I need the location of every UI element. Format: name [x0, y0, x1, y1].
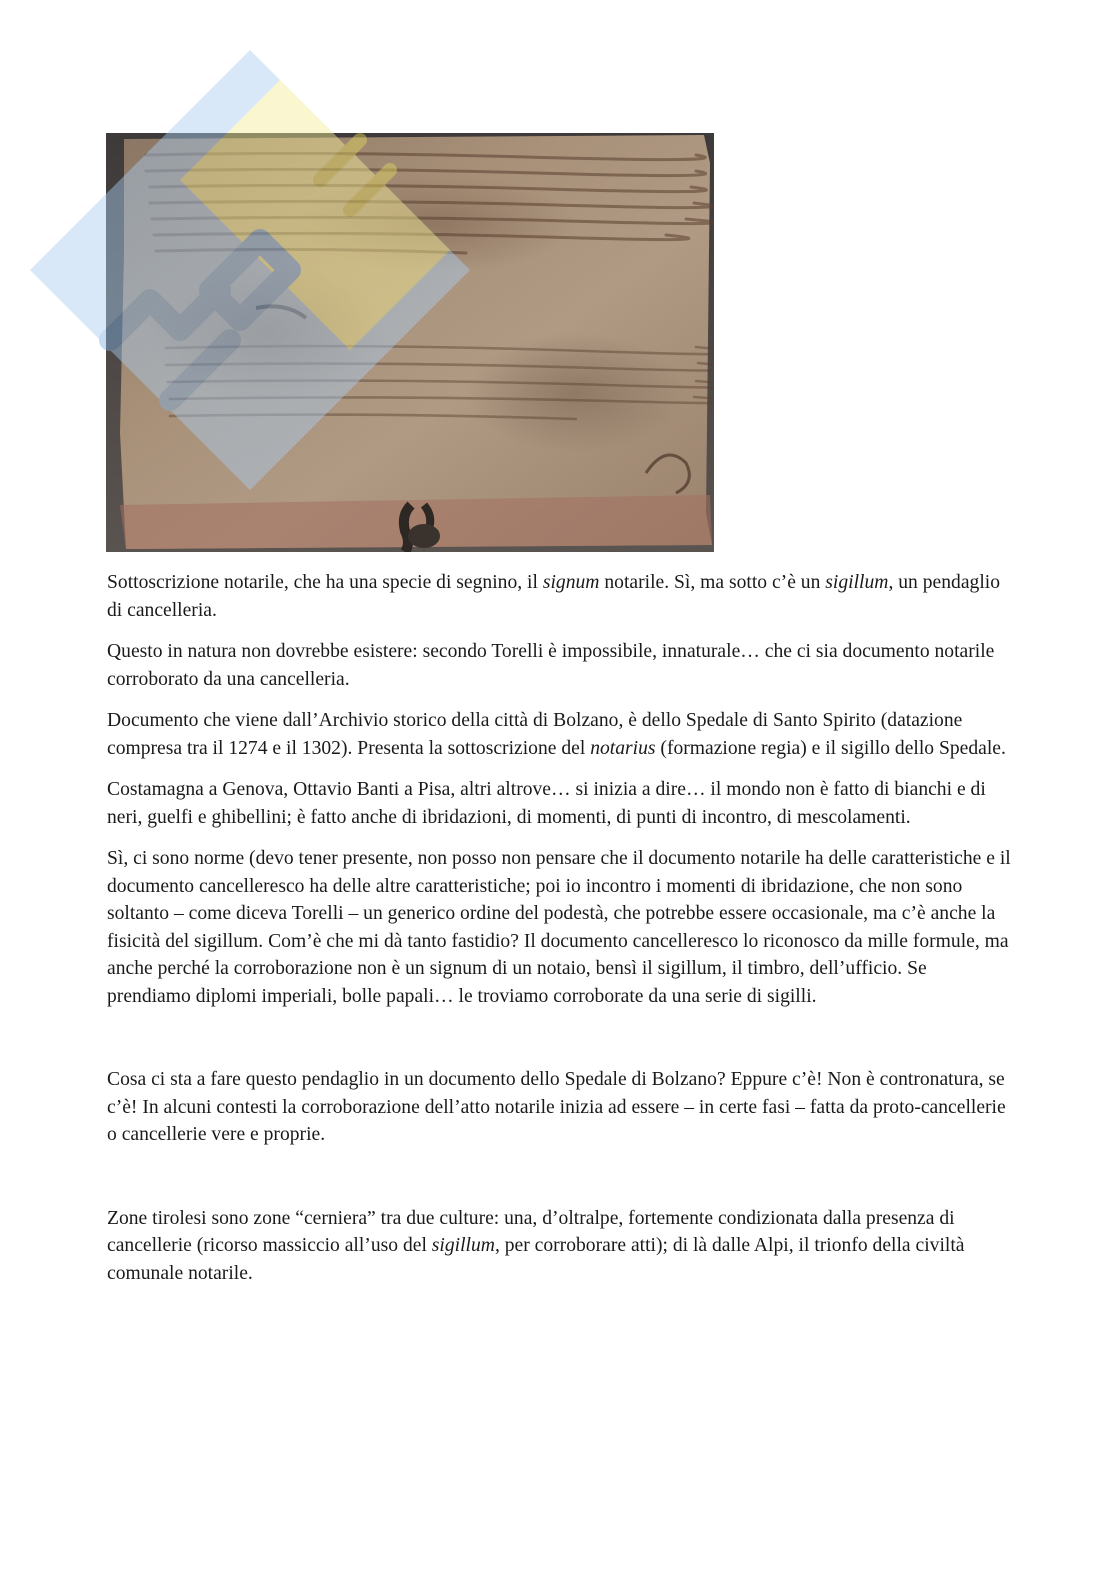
paragraph-3-text-c: (formazione regia) e il sigillo dello Spedale.: [655, 737, 1006, 759]
paragraph-1-text-e: , un pendaglio di cancelleria.: [107, 572, 1001, 621]
paragraph-1-text-a: Sottoscrizione notarile, che ha una specie di segnino, il: [107, 572, 543, 593]
document-body: [107, 569, 1012, 1301]
paragraph-3-text-a: Documento che viene dall’Archivio storico della città di Bolzano, è dello Spedale di Santo Spirito (datazione compresa tra il 1274 e il 1302). Presenta la sottoscrizione del: [107, 710, 963, 759]
paragraph-6: Cosa ci sta a fare questo pendaglio in un documento dello Spedale di Bolzano? Eppure c’è! Non è contronatura, se c’è! In alcuni contesti la corroborazione dell’atto notarile inizia ad essere – in certe fasi – fatta da proto-cancellerie o cancellerie vere e proprie.: [107, 1069, 1006, 1145]
parchment-document-photo: [106, 133, 714, 552]
term-sigillum: sigillum: [825, 572, 889, 593]
paragraph-7: [107, 1205, 1012, 1288]
paragraph-1: [107, 569, 1012, 624]
paragraph-7-text-c: , per corroborare atti); di là dalle Alpi, il trionfo della civiltà comunale notarile.: [107, 1235, 965, 1284]
blank-spacer: [107, 1163, 1012, 1205]
term-signum: signum: [542, 572, 600, 593]
paragraph-3: [107, 707, 1012, 762]
parchment-image: [106, 133, 714, 552]
blank-spacer: [107, 1024, 1012, 1066]
paragraph-1-text-c: notarile. Sì, ma sotto c’è un: [599, 572, 826, 593]
term-notarius: notarius: [590, 737, 656, 759]
paragraph-7-text-a: Zone tirolesi sono zone “cerniera” tra due culture: una, d’oltralpe, fortemente condizionata dalla presenza di cancellerie (ricorso massiccio all’uso del: [107, 1207, 955, 1256]
paragraph-5: Sì, ci sono norme (devo tener presente, non posso non pensare che il documento notarile ha delle caratteristiche e il documento cancelleresco ha delle altre caratteristiche; poi io incontro i momenti di ibridazione, che non sono soltanto – come diceva Torelli – un generico ordine del podestà, che potrebbe essere occasionale, ma c’è anche la fisicità del sigillum. Com’è che mi dà tanto fastidio? Il documento cancelleresco lo riconosco da mille formule, ma anche perché la corroborazione non è un signum di un notaio, bensì il sigillum, il timbro, dell’ufficio. Se prendiamo diplomi imperiali, bolle papali… le troviamo corroborate da una serie di sigilli.: [107, 848, 1011, 1007]
paragraph-2: Questo in natura non dovrebbe esistere: secondo Torelli è impossibile, innaturale… che ci sia documento notarile corroborato da una cancelleria.: [107, 641, 995, 690]
term-sigillum: sigillum: [431, 1235, 495, 1256]
paragraph-4: Costamagna a Genova, Ottavio Banti a Pisa, altri altrove… si inizia a dire… il mondo non è fatto di bianchi e di neri, guelfi e ghibellini; è fatto anche di ibridazioni, di momenti, di punti di incontro, di mescolamenti.: [107, 779, 986, 828]
